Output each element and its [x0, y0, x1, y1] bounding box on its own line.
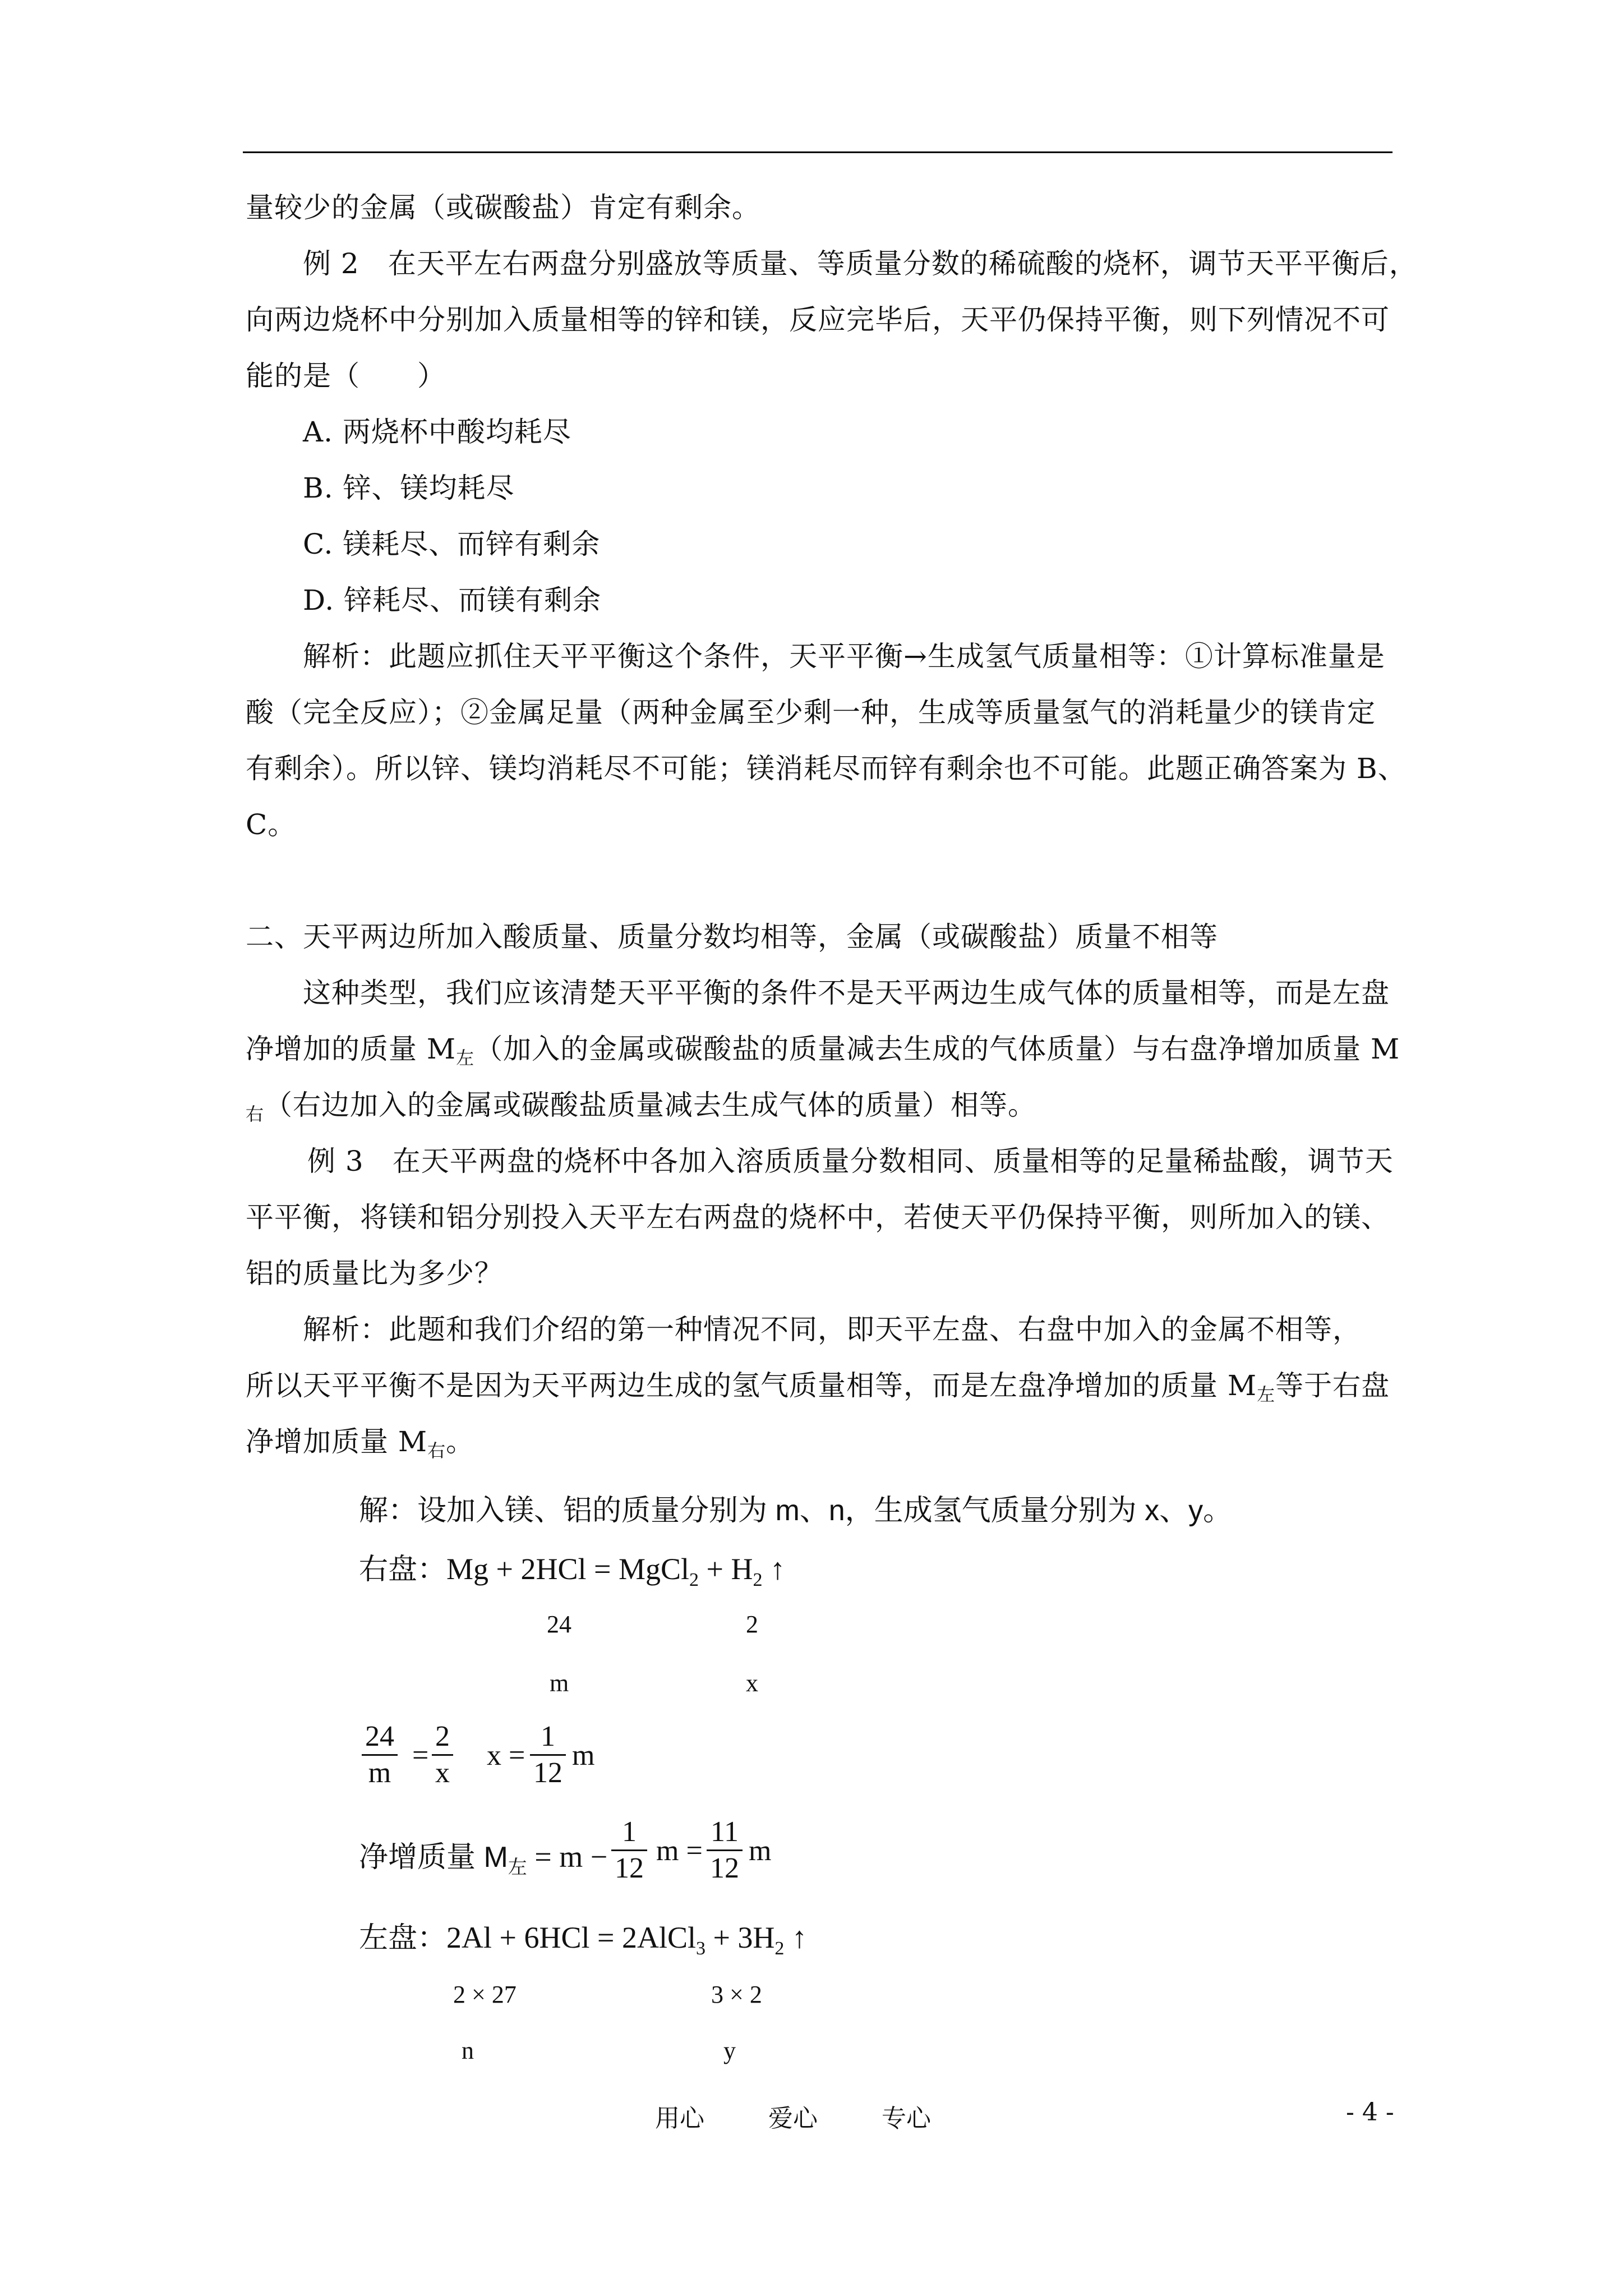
equation-al: 左盘：2Al + 6HCl = 2AlCl$_3$ + $3H_2$ ↑	[359, 1921, 807, 1959]
paragraph-continuation: 量较少的金属（或碳酸盐）肯定有剩余。	[246, 191, 760, 224]
footer-text-3: 专心	[882, 2104, 931, 2133]
example-3-line-2: 平平衡，将镁和铝分别投入天平左右两盘的烧杯中，若使天平仍保持平衡，则所加入的镁、	[246, 1201, 1390, 1234]
analysis-2-line-1: 解析：此题应抓住天平平衡这个条件，天平平衡→生成氢气质量相等：①计算标准量是	[303, 640, 1385, 673]
footer-text-1: 用心	[655, 2104, 704, 2133]
var-n: n	[462, 2037, 474, 2064]
equals-sign: =	[412, 1740, 429, 1772]
option-a: A. 两烧杯中酸均耗尽	[303, 416, 571, 448]
analysis-3-line-1: 解析：此题和我们介绍的第一种情况不同，即天平左盘、右盘中加入的金属不相等，	[303, 1313, 1361, 1346]
analysis-2-line-4: C。	[246, 808, 297, 841]
fraction-1-over-12: $\frac{1}{12}$	[530, 1719, 566, 1791]
equation-mg: 右盘：Mg + 2HCl = MgCl$_2$ + $H_2$ ↑	[359, 1552, 785, 1590]
m-tail-2: m	[749, 1835, 772, 1867]
h2-mass-mg: 2	[746, 1611, 758, 1638]
fraction-24-over-m: $\frac{24}{m}$	[362, 1719, 398, 1791]
option-b: B. 锌、镁均耗尽	[303, 472, 515, 504]
option-d: D. 锌耗尽、而镁有剩余	[303, 584, 602, 616]
section-2-line-2: 净增加的质量 $M_左$（加入的金属或碳酸盐的质量减去生成的气体质量）与右盘净增加质量 M	[246, 1033, 1400, 1069]
analysis-3-line-3: 净增加质量 $M_右$。	[246, 1425, 475, 1461]
mg-molar-mass: 24	[547, 1611, 571, 1638]
page-number: - 4 -	[1346, 2098, 1394, 2127]
header-rule	[243, 151, 1393, 153]
m-equals: m =	[656, 1835, 703, 1867]
section-2-line-3: $_右$（右边加入的金属或碳酸盐质量减去生成气体的质量）相等。	[246, 1089, 1037, 1125]
var-x: x	[746, 1669, 758, 1697]
m-tail: m	[572, 1740, 595, 1772]
example-2-line-2: 向两边烧杯中分别加入质量相等的锌和镁，反应完毕后，天平仍保持平衡，则下列情况不可	[246, 303, 1390, 336]
option-c: C. 镁耗尽、而锌有剩余	[303, 528, 601, 560]
example-2-line-1: 例 2 在天平左右两盘分别盛放等质量、等质量分数的稀硫酸的烧杯，调节天平平衡后，	[303, 247, 1418, 280]
analysis-2-line-2: 酸（完全反应）；②金属足量（两种金属至少剩一种，生成等质量氢气的消耗量少的镁肯定	[246, 696, 1376, 729]
solution-intro: 解：设加入镁、铝的质量分别为 m、n，生成氢气质量分别为 x、y。	[359, 1494, 1233, 1527]
example-2-line-3: 能的是（ ）	[246, 360, 446, 392]
analysis-3-line-2: 所以天平平衡不是因为天平两边生成的氢气质量相等，而是左盘净增加的质量 $M_左$等于右盘	[246, 1369, 1390, 1405]
fraction-2-over-x: $\frac{2}{x}$	[432, 1719, 453, 1791]
net-mass-left: 净增质量 $M_左 = m$ −	[359, 1840, 608, 1878]
h2-mass-al: 3 × 2	[711, 1981, 762, 2008]
x-equals: x =	[487, 1740, 525, 1772]
section-2-heading: 二、天平两边所加入酸质量、质量分数均相等，金属（或碳酸盐）质量不相等	[246, 921, 1218, 953]
footer-text-2: 爱心	[768, 2104, 818, 2133]
fraction-net-1-over-12: $\frac{1}{12}$	[611, 1815, 647, 1886]
var-y: y	[723, 2037, 736, 2064]
section-2-line-1: 这种类型，我们应该清楚天平平衡的条件不是天平两边生成气体的质量相等，而是左盘	[303, 977, 1390, 1009]
fraction-11-over-12: $\frac{11}{12}$	[707, 1815, 743, 1886]
var-m: m	[550, 1669, 569, 1697]
analysis-2-line-3: 有剩余）。所以锌、镁均消耗尽不可能；镁消耗尽而锌有剩余也不可能。此题正确答案为 B、	[246, 752, 1407, 785]
example-3-line-1: 例 3 在天平两盘的烧杯中各加入溶质质量分数相同、质量相等的足量稀盐酸，调节天	[307, 1145, 1394, 1177]
al-molar-mass: 2 × 27	[453, 1981, 517, 2008]
example-3-line-3: 铝的质量比为多少？	[246, 1257, 503, 1290]
